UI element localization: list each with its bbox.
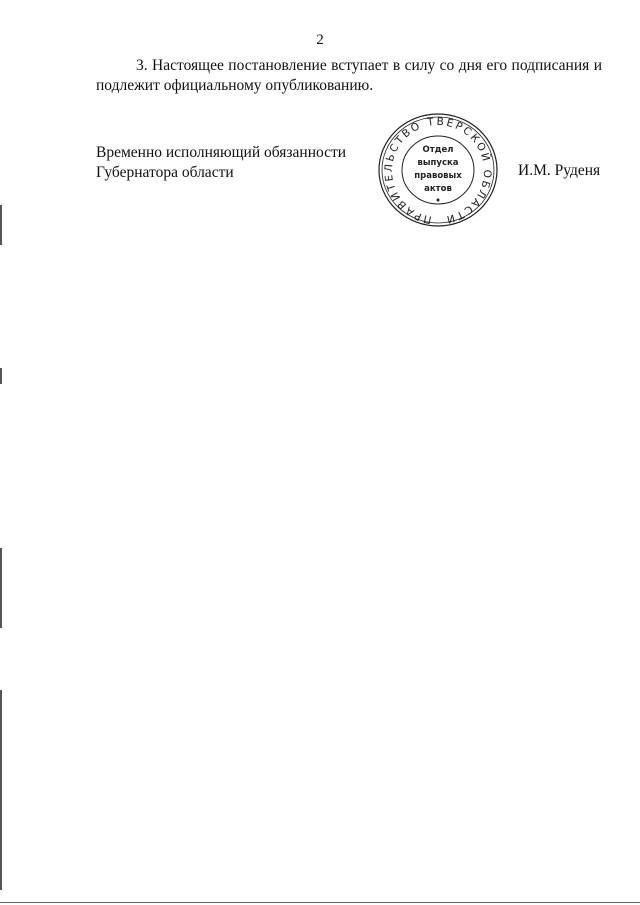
scan-edge-mark [0,368,2,384]
stamp-ring-text-path: ПРАВИТЕЛЬСТВО ТВЕРСКОЙ ОБЛАСТИ [382,115,494,226]
scan-edge-mark [0,205,2,245]
signer-position-line-1: Временно исполняющий обязанности [96,144,347,161]
stamp-center-line-2: выпуска [417,158,459,168]
page-number: 2 [316,32,324,48]
stamp-graphic [377,112,499,228]
paragraph-item-3: 3. Настоящее постановление вступает в силу со дня его подписания и подлежит официальному опубликованию. [96,57,602,94]
scan-bottom-edge [0,902,640,903]
signer-name: И.М. Руденя [518,162,601,179]
stamp-center-line-1: Отдел [422,145,454,155]
stamp-outer-ring [379,114,497,226]
scan-edge-mark [0,548,2,628]
signer-position [96,143,376,183]
stamp-center-line-3: правовых [414,171,462,181]
scan-edge-mark [0,690,2,890]
stamp-center-dot [437,199,440,202]
stamp-center-line-4: актов [424,184,452,194]
signer-position-line-2: Губернатора области [96,164,234,181]
official-stamp [377,112,499,228]
